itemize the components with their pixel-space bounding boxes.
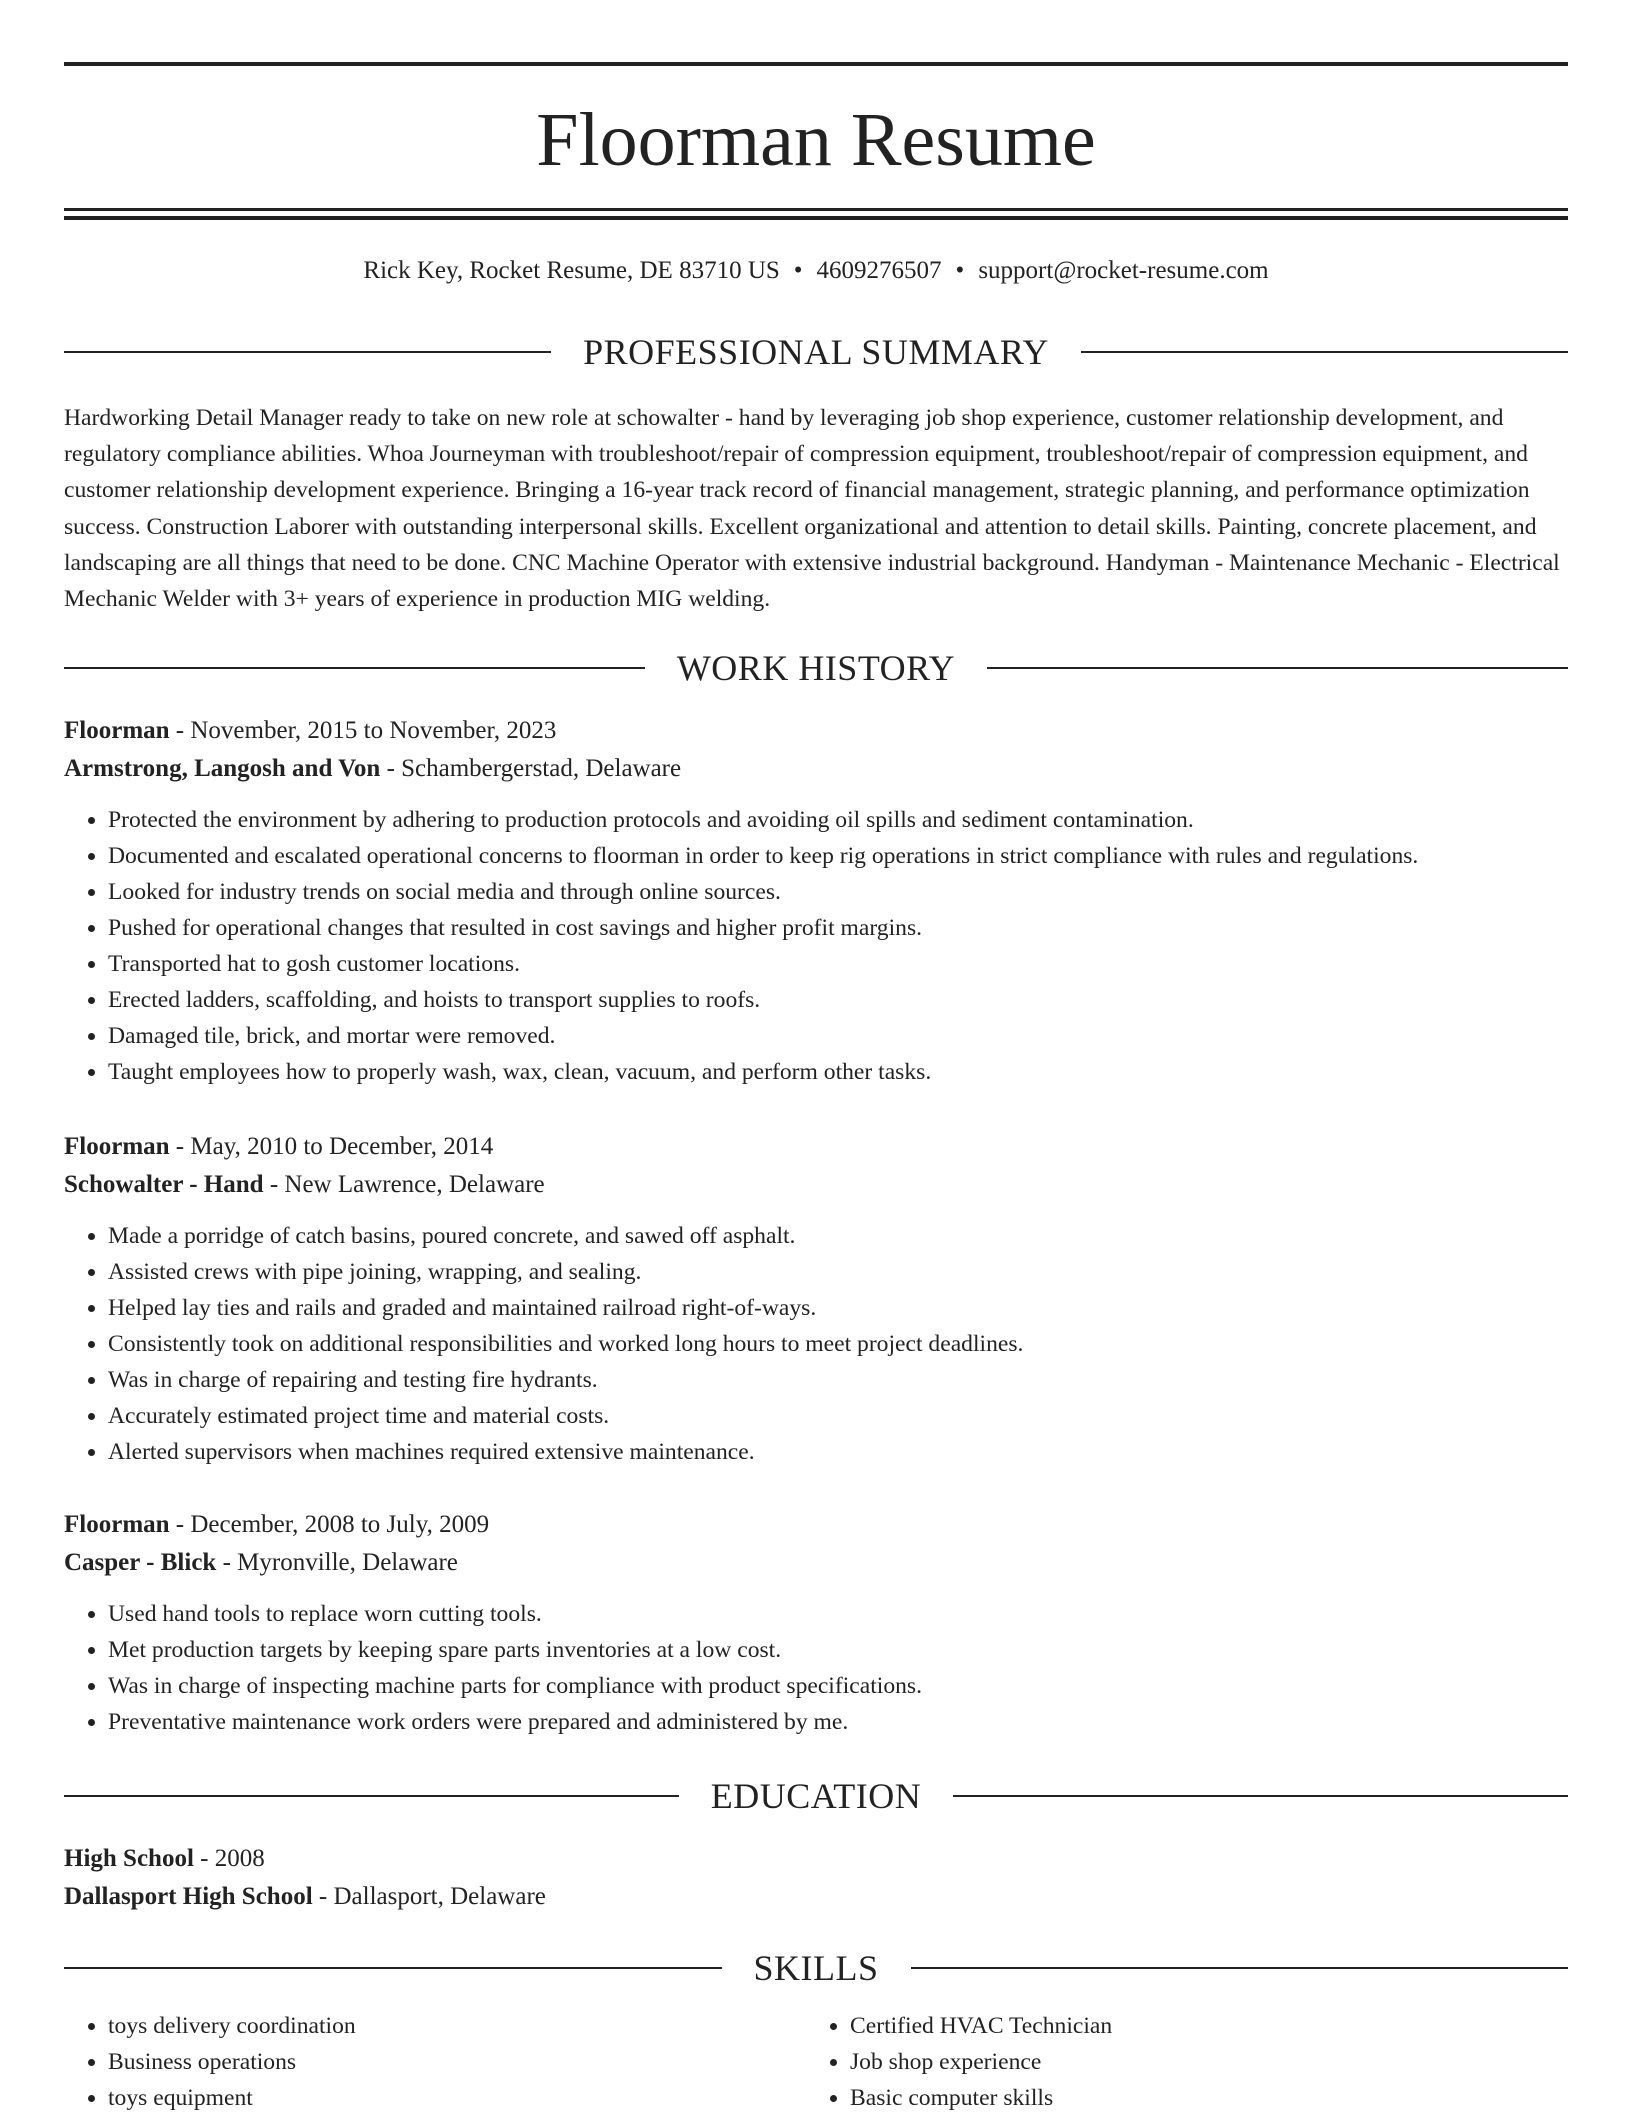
list-item: • Met production targets by keeping spare parts inventories at a low cost. — [108, 1632, 1568, 1668]
list-item: • Taught employees how to properly wash, wax, clean, vacuum, and perform other tasks. — [108, 1054, 1568, 1090]
list-item: • Transported hat to gosh customer locations. — [108, 946, 1568, 982]
summary-paragraph: Hardworking Detail Manager ready to take on new role at schowalter - hand by leveraging job shop experience, customer relationship development, and regulatory compliance abilities. Whoa Journeyman with troubleshoot/repair of compression equipment, troubleshoot/repair of compression equipment, and customer relationship development experience. Bringing a 16-year track record of financial management, strategic planning, and performance optimization success. Construction Laborer with outstanding interpersonal skills. Excellent organizational and attention to detail skills. Painting, concrete placement, and landscaping are all things that need to be done. CNC Machine Operator with extensive industrial background. Handyman - Maintenance Mechanic - Electrical Mechanic Welder with 3+ years of experience in production MIG welding. — [64, 405, 1560, 613]
section-rule — [64, 667, 645, 669]
section-title: WORK HISTORY — [676, 648, 956, 688]
list-item: • Was in charge of inspecting machine parts for compliance with product specifications. — [108, 1668, 1568, 1704]
job-entry — [64, 712, 1568, 1090]
skills-column-right — [806, 2008, 1548, 2116]
list-item: • Business operations — [108, 2044, 806, 2080]
list-item: • toys equipment — [108, 2080, 806, 2116]
contact-line — [64, 254, 1568, 288]
job-location: - New Lawrence, Delaware — [263, 1171, 545, 1198]
list-item: • Preventative maintenance work orders were prepared and administered by me. — [108, 1704, 1568, 1740]
job-company: Armstrong, Langosh and Von — [64, 755, 381, 782]
job-title-line — [64, 1506, 1568, 1544]
section-title: EDUCATION — [710, 1776, 922, 1816]
section-rule — [953, 1795, 1568, 1797]
section-title: PROFESSIONAL SUMMARY — [583, 332, 1049, 372]
job-dates: - December, 2008 to July, 2009 — [169, 1511, 490, 1538]
education-school-line — [64, 1878, 1568, 1916]
title-rule-upper — [64, 208, 1568, 211]
resume-title: Floorman Resume — [536, 98, 1096, 182]
title-rule-lower — [64, 216, 1568, 220]
contact-phone: 4609276507 — [816, 257, 942, 284]
section-rule — [64, 351, 551, 353]
list-item: • Basic computer skills — [850, 2080, 1548, 2116]
section-header-summary — [64, 330, 1568, 374]
skills-column-left — [64, 2008, 806, 2116]
list-item: • toys delivery coordination — [108, 2008, 806, 2044]
section-rule — [987, 667, 1568, 669]
education-year: - 2008 — [193, 1845, 265, 1872]
top-rule — [64, 62, 1568, 66]
list-item: • Job shop experience — [850, 2044, 1548, 2080]
list-item: • Certified HVAC Technician — [850, 2008, 1548, 2044]
job-title-line — [64, 1128, 1568, 1166]
job-company-line — [64, 1544, 1568, 1582]
job-bullets — [64, 1218, 1568, 1470]
list-item: • Protected the environment by adhering to production protocols and avoiding oil spills and sediment contamination. — [108, 802, 1568, 838]
section-rule — [64, 1795, 679, 1797]
list-item: • Alerted supervisors when machines required extensive maintenance. — [108, 1434, 1568, 1470]
skills-list — [64, 2008, 1568, 2116]
contact-email: support@rocket-resume.com — [978, 257, 1269, 284]
section-header-education — [64, 1774, 1568, 1818]
job-title: Floorman — [64, 1133, 170, 1160]
list-item: • Looked for industry trends on social media and through online sources. — [108, 874, 1568, 910]
list-item: • Damaged tile, brick, and mortar were removed. — [108, 1018, 1568, 1054]
job-entry — [64, 1506, 1568, 1740]
job-company-line — [64, 750, 1568, 788]
section-header-work-history — [64, 646, 1568, 690]
job-company: Schowalter - Hand — [64, 1171, 264, 1198]
job-location: - Schambergerstad, Delaware — [380, 755, 682, 782]
list-item: • Pushed for operational changes that resulted in cost savings and higher profit margins. — [108, 910, 1568, 946]
education-entry — [64, 1840, 1568, 1916]
education-degree-line — [64, 1840, 1568, 1878]
job-bullets — [64, 802, 1568, 1090]
education-location: - Dallasport, Delaware — [312, 1883, 546, 1910]
contact-separator: • — [793, 257, 803, 284]
job-company-line — [64, 1166, 1568, 1204]
education-school: Dallasport High School — [64, 1883, 313, 1910]
contact-separator: • — [955, 257, 965, 284]
section-rule — [1081, 351, 1568, 353]
job-title: Floorman — [64, 717, 170, 744]
job-entry — [64, 1128, 1568, 1470]
list-item: • Consistently took on additional responsibilities and worked long hours to meet project deadlines. — [108, 1326, 1568, 1362]
section-title: SKILLS — [753, 1948, 879, 1988]
contact-address: Rick Key, Rocket Resume, DE 83710 US — [363, 257, 780, 284]
list-item: • Was in charge of repairing and testing fire hydrants. — [108, 1362, 1568, 1398]
list-item: • Used hand tools to replace worn cutting tools. — [108, 1596, 1568, 1632]
list-item: • Erected ladders, scaffolding, and hoists to transport supplies to roofs. — [108, 982, 1568, 1018]
job-location: - Myronville, Delaware — [216, 1549, 458, 1576]
job-dates: - May, 2010 to December, 2014 — [169, 1133, 494, 1160]
job-dates: - November, 2015 to November, 2023 — [169, 717, 557, 744]
list-item: • Documented and escalated operational concerns to floorman in order to keep rig operations in strict compliance with rules and regulations. — [108, 838, 1568, 874]
education-degree: High School — [64, 1845, 194, 1872]
job-company: Casper - Blick — [64, 1549, 217, 1576]
section-header-skills — [64, 1946, 1568, 1990]
job-title: Floorman — [64, 1511, 170, 1538]
list-item: • Assisted crews with pipe joining, wrapping, and sealing. — [108, 1254, 1568, 1290]
job-bullets — [64, 1596, 1568, 1740]
section-rule — [64, 1967, 722, 1969]
list-item: • Made a porridge of catch basins, poured concrete, and sawed off asphalt. — [108, 1218, 1568, 1254]
list-item: • Accurately estimated project time and material costs. — [108, 1398, 1568, 1434]
job-title-line — [64, 712, 1568, 750]
section-rule — [911, 1967, 1569, 1969]
list-item: • Helped lay ties and rails and graded and maintained railroad right-of-ways. — [108, 1290, 1568, 1326]
